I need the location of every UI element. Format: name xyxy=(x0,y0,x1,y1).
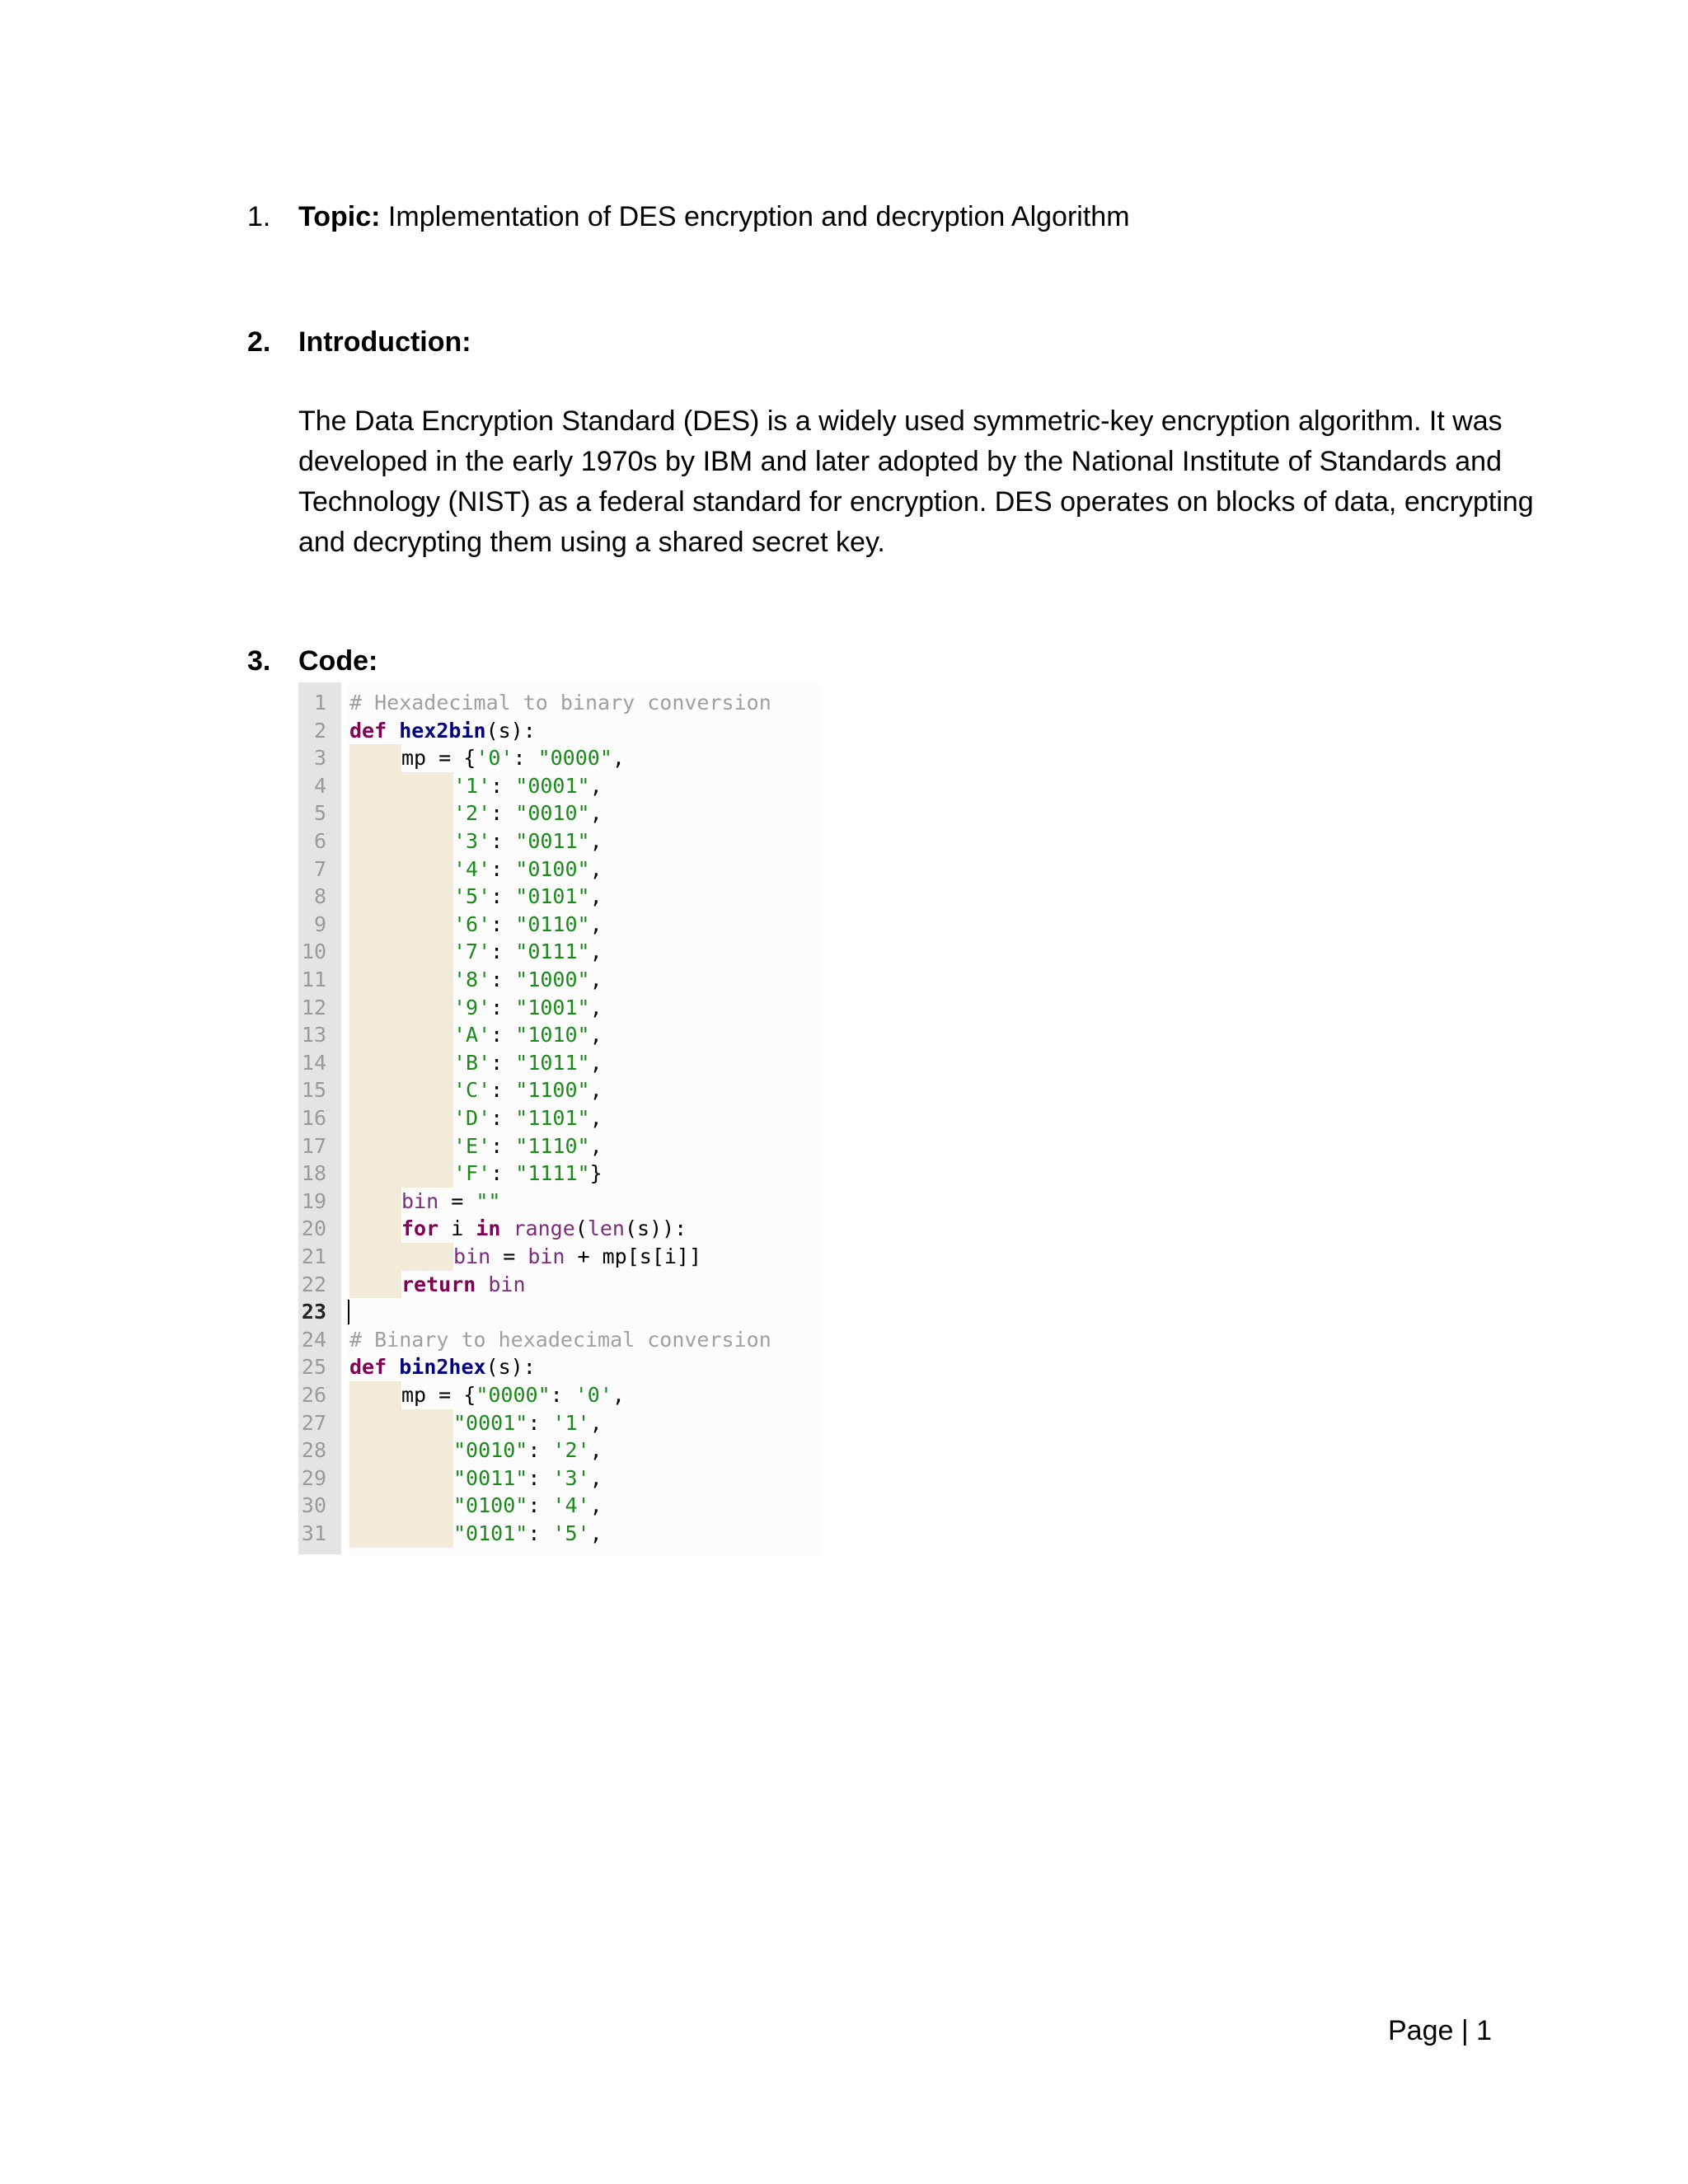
line-number: 25 xyxy=(301,1355,326,1380)
scan-shading xyxy=(295,1554,1688,2184)
code-heading xyxy=(247,644,377,677)
line-number: 27 xyxy=(301,1410,326,1435)
code-line xyxy=(298,1188,821,1216)
indent-highlight xyxy=(349,1381,401,1409)
line-number: 1 xyxy=(313,691,326,715)
code-line xyxy=(298,1381,821,1409)
code-line xyxy=(298,1326,821,1354)
code-text: 'D': "1101", xyxy=(453,1106,603,1130)
code-line xyxy=(298,1215,821,1243)
line-number: 24 xyxy=(301,1327,326,1352)
code-line xyxy=(298,1160,821,1188)
paragraph-line: and decrypting them using a shared secret key. xyxy=(298,527,885,558)
line-number: 11 xyxy=(301,968,326,991)
code-text: 'A': "1010", xyxy=(453,1023,603,1047)
code-line xyxy=(298,1353,821,1381)
indent-highlight xyxy=(349,772,453,800)
indent-highlight xyxy=(349,1160,453,1188)
line-number: 9 xyxy=(313,912,326,936)
line-number: 12 xyxy=(301,995,326,1019)
code-line xyxy=(298,1436,821,1465)
code-line xyxy=(298,855,821,883)
code-text: return bin xyxy=(401,1272,526,1296)
code-text: for i in range(len(s)): xyxy=(401,1216,687,1241)
indent-highlight xyxy=(349,1049,453,1077)
code-line xyxy=(298,827,821,855)
code-text: "0101": '5', xyxy=(453,1521,603,1545)
indent-highlight xyxy=(349,1132,453,1160)
indent-highlight xyxy=(349,883,453,911)
code-line xyxy=(298,799,821,827)
code-text: 'C': "1100", xyxy=(453,1078,603,1103)
text-cursor xyxy=(348,1300,349,1324)
indent-highlight xyxy=(349,1409,453,1437)
indent-highlight xyxy=(349,1520,453,1548)
code-text: '1': "0001", xyxy=(453,773,603,798)
code-text: "0100": '4', xyxy=(453,1493,603,1518)
indent-highlight xyxy=(349,1188,401,1216)
code-text: # Binary to hexadecimal conversion xyxy=(349,1327,771,1352)
line-number: 15 xyxy=(301,1078,326,1103)
indent-highlight xyxy=(349,1436,453,1465)
line-number: 10 xyxy=(301,940,326,964)
code-label: Code: xyxy=(298,645,378,677)
code-text: 'E': "1110", xyxy=(453,1133,603,1158)
code-line xyxy=(298,1104,821,1132)
line-number: 21 xyxy=(301,1244,326,1268)
indent-highlight xyxy=(349,855,453,883)
line-number: 23 xyxy=(301,1300,326,1324)
code-text: "0001": '1', xyxy=(453,1410,603,1435)
line-number: 2 xyxy=(313,718,326,743)
line-number: 3 xyxy=(313,746,326,771)
indent-highlight xyxy=(349,1243,453,1271)
code-line xyxy=(298,883,821,911)
code-line xyxy=(298,1520,821,1548)
indent-highlight xyxy=(349,799,453,827)
line-number: 17 xyxy=(301,1133,326,1158)
line-number: 29 xyxy=(301,1465,326,1490)
indent-highlight xyxy=(349,994,453,1022)
code-text: '2': "0010", xyxy=(453,801,603,826)
code-line xyxy=(298,911,821,939)
code-line xyxy=(298,938,821,966)
code-text: '5': "0101", xyxy=(453,884,603,909)
line-number: 16 xyxy=(301,1106,326,1130)
code-screenshot xyxy=(298,682,821,1554)
code-line xyxy=(298,1243,821,1271)
code-text: '6': "0110", xyxy=(453,912,603,936)
indent-highlight xyxy=(349,1271,401,1299)
line-number: 13 xyxy=(301,1023,326,1047)
code-line xyxy=(298,1492,821,1520)
line-number: 31 xyxy=(301,1521,326,1545)
code-text: '8': "1000", xyxy=(453,968,603,991)
code-text: '3': "0011", xyxy=(453,829,603,853)
indent-highlight xyxy=(349,827,453,855)
line-number: 26 xyxy=(301,1383,326,1407)
code-text: '9': "1001", xyxy=(453,995,603,1019)
code-line xyxy=(298,1049,821,1077)
code-line xyxy=(298,1021,821,1049)
indent-highlight xyxy=(349,744,401,772)
item-number: 3. xyxy=(247,645,271,677)
introduction-label: Introduction: xyxy=(298,326,471,358)
introduction-paragraph xyxy=(298,401,1534,563)
paragraph-line: Technology (NIST) as a federal standard for encryption. DES operates on blocks of data, encrypting xyxy=(298,486,1534,518)
paragraph-line: developed in the early 1970s by IBM and later adopted by the National Institute of Standards and xyxy=(298,446,1502,477)
code-line xyxy=(298,1465,821,1493)
code-line xyxy=(298,689,821,717)
code-line xyxy=(298,1076,821,1104)
line-number: 8 xyxy=(313,884,326,909)
code-text: "0011": '3', xyxy=(453,1465,603,1490)
line-number: 30 xyxy=(301,1493,326,1518)
line-number: 20 xyxy=(301,1216,326,1241)
code-text: 'B': "1011", xyxy=(453,1050,603,1075)
code-line xyxy=(298,744,821,772)
code-line xyxy=(298,772,821,800)
page-footer: Page | 1 xyxy=(1388,2015,1493,2046)
line-number: 7 xyxy=(313,856,326,881)
code-text: bin = "" xyxy=(401,1188,501,1213)
code-text: def hex2bin(s): xyxy=(349,718,536,743)
code-line xyxy=(298,1271,821,1299)
indent-highlight xyxy=(349,1021,453,1049)
code-text: "0010": '2', xyxy=(453,1438,603,1463)
indent-highlight xyxy=(349,1465,453,1493)
line-number: 6 xyxy=(313,829,326,853)
indent-highlight xyxy=(349,938,453,966)
code-line xyxy=(298,1132,821,1160)
indent-highlight xyxy=(349,911,453,939)
topic-item xyxy=(247,200,1130,233)
introduction-heading xyxy=(247,326,471,359)
code-line xyxy=(298,1409,821,1437)
code-text: '4': "0100", xyxy=(453,856,603,881)
line-number: 19 xyxy=(301,1188,326,1213)
line-number: 14 xyxy=(301,1050,326,1075)
topic-text: Implementation of DES encryption and decryption Algorithm xyxy=(387,201,1130,232)
line-number: 28 xyxy=(301,1438,326,1463)
code-line xyxy=(298,1298,821,1326)
code-text: def bin2hex(s): xyxy=(349,1355,536,1380)
topic-label: Topic: xyxy=(298,201,381,232)
code-text: # Hexadecimal to binary conversion xyxy=(349,691,771,715)
item-number: 1. xyxy=(247,201,271,232)
line-number: 4 xyxy=(313,773,326,798)
indent-highlight xyxy=(349,1076,453,1104)
indent-highlight xyxy=(349,1215,401,1243)
code-text: '7': "0111", xyxy=(453,940,603,964)
indent-highlight xyxy=(349,1104,453,1132)
code-text: bin = bin + mp[s[i]] xyxy=(453,1244,702,1268)
code-text: 'F': "1111"} xyxy=(453,1161,603,1186)
indent-highlight xyxy=(349,1492,453,1520)
code-line xyxy=(298,966,821,994)
line-number: 18 xyxy=(301,1161,326,1186)
line-number: 22 xyxy=(301,1272,326,1296)
indent-highlight xyxy=(349,966,453,994)
code-line xyxy=(298,994,821,1022)
code-text: mp = {"0000": '0', xyxy=(401,1383,625,1407)
item-number: 2. xyxy=(247,326,271,358)
code-line xyxy=(298,717,821,745)
code-text: mp = {'0': "0000", xyxy=(401,746,625,771)
line-number: 5 xyxy=(313,801,326,826)
paragraph-line: The Data Encryption Standard (DES) is a widely used symmetric-key encryption algorithm. It was xyxy=(298,405,1503,437)
